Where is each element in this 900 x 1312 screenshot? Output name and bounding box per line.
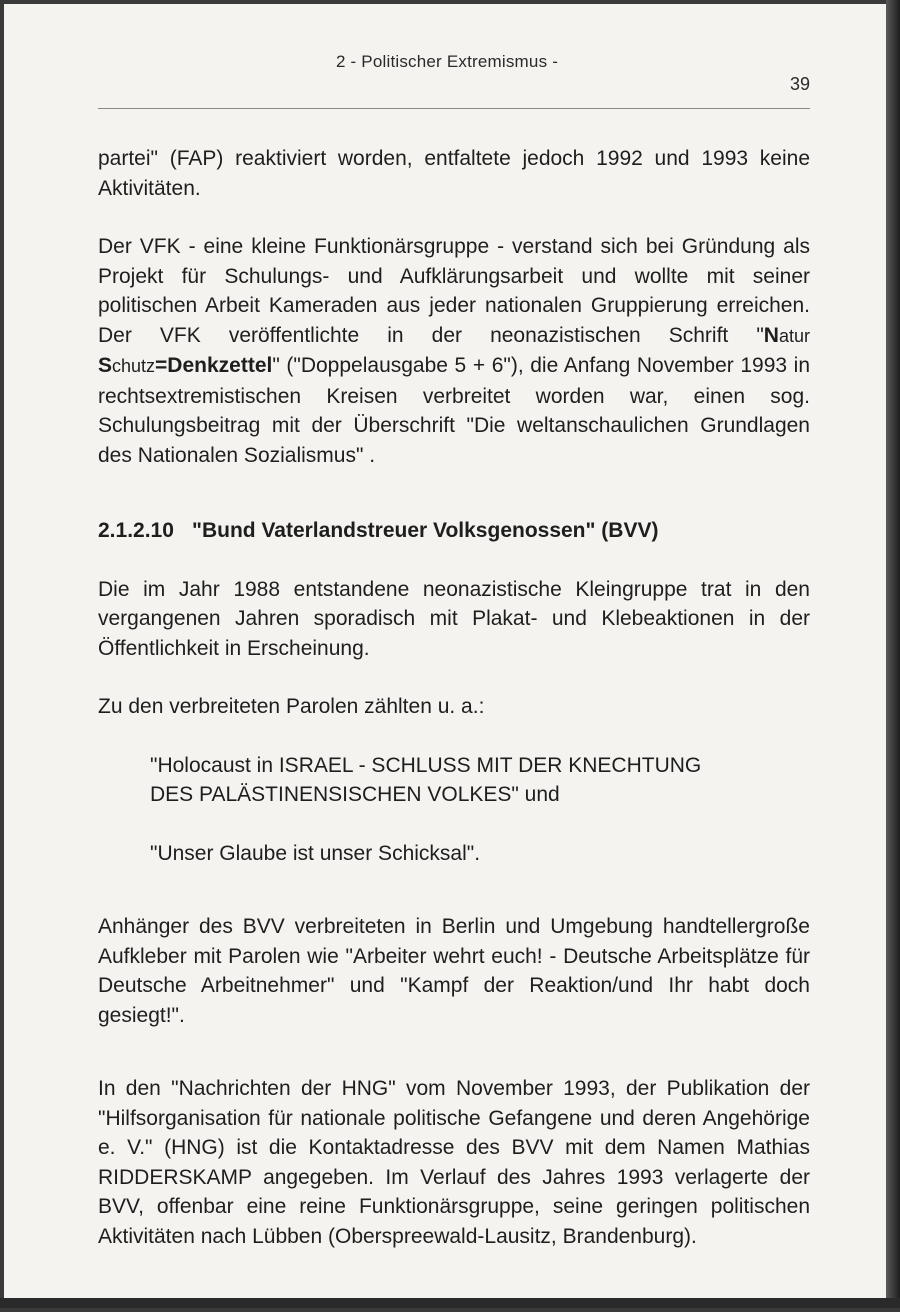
paragraph-aufkleber: Anhänger des BVV verbreiteten in Berlin und Umgebung handtellergroße Aufkleber mit Parolen wie "Arbeiter wehrt euch! - Deutsche Arbeitsplätze für Deutsche Arbeitnehmer" und "Kampf der Reaktion/und Ihr habt doch gesiegt!". bbox=[98, 912, 810, 1030]
section-number: 2.1.2.10 bbox=[98, 516, 192, 546]
section-heading bbox=[98, 516, 810, 546]
publication-title-denkzettel: =Denkzettel bbox=[155, 354, 272, 377]
page-edge-shadow-right bbox=[886, 0, 900, 1308]
paragraph-vfk-text-b: " ("Doppelausgabe 5 + 6"), die Anfang November 1993 in rechtsextremistischen Kreisen verbreitet worden war, einen sog. Schulungsbeitrag mit der Überschrift "Die weltanschaulichen Grundlagen des Nationalen Sozialismus" . bbox=[98, 354, 810, 467]
paragraph-bvv-intro: Die im Jahr 1988 entstandene neonazistische Kleingruppe trat in den vergangenen Jahren sporadisch mit Plakat- und Klebeaktionen in der Öffentlichkeit in Erscheinung. bbox=[98, 575, 810, 664]
publication-title-schutz-initial: S bbox=[98, 354, 112, 377]
section-title: "Bund Vaterlandstreuer Volksgenossen" (BVV) bbox=[192, 516, 658, 546]
paragraph-parolen-intro: Zu den verbreiteten Parolen zählten u. a.: bbox=[98, 692, 810, 722]
slogan-quote-1-line-1: "Holocaust in ISRAEL - SCHLUSS MIT DER KNECHTUNG bbox=[150, 754, 701, 777]
publication-title-schutz: chutz bbox=[112, 356, 155, 376]
running-head: 2 - Politischer Extremismus - bbox=[4, 52, 890, 72]
paragraph-hng: In den "Nachrichten der HNG" vom November 1993, der Publikation der "Hilfsorganisation für nationale politische Gefangene und deren Angehörige e. V." (HNG) ist die Kontaktadresse des BVV mit dem Namen Mathias RIDDERSKAMP angegeben. Im Verlauf des Jahres 1993 verlagerte der BVV, offenbar eine reine Funktionärsgruppe, seine geringen politischen Aktivitäten nach Lübben (Oberspreewald-Lausitz, Brandenburg). bbox=[98, 1074, 810, 1251]
page-body bbox=[98, 144, 810, 1251]
document-page bbox=[4, 4, 890, 1302]
slogan-quote-1 bbox=[150, 751, 810, 810]
page-edge-shadow-bottom bbox=[0, 1298, 900, 1308]
publication-title-natur-initial: N bbox=[764, 324, 779, 347]
header-rule bbox=[98, 108, 810, 109]
paragraph-fap: partei" (FAP) reaktiviert worden, entfaltete jedoch 1992 und 1993 keine Aktivitäten. bbox=[98, 144, 810, 203]
slogan-quote-1-line-2: DES PALÄSTINENSISCHEN VOLKES" und bbox=[150, 783, 560, 806]
slogan-quote-2: "Unser Glaube ist unser Schicksal". bbox=[150, 839, 810, 869]
paragraph-vfk-text-a: Der VFK - eine kleine Funktionärsgruppe - verstand sich bei Gründung als Projekt für Schulungs- und Aufklärungsarbeit und wollte mit seiner politischen Arbeit Kameraden aus jeder nationalen Gruppierung erreichen. Der VFK veröffentlichte in der neonazistischen Schrift " bbox=[98, 235, 810, 347]
page-number: 39 bbox=[790, 74, 810, 95]
paragraph-vfk bbox=[98, 232, 810, 470]
publication-title-natur: atur bbox=[779, 326, 810, 346]
